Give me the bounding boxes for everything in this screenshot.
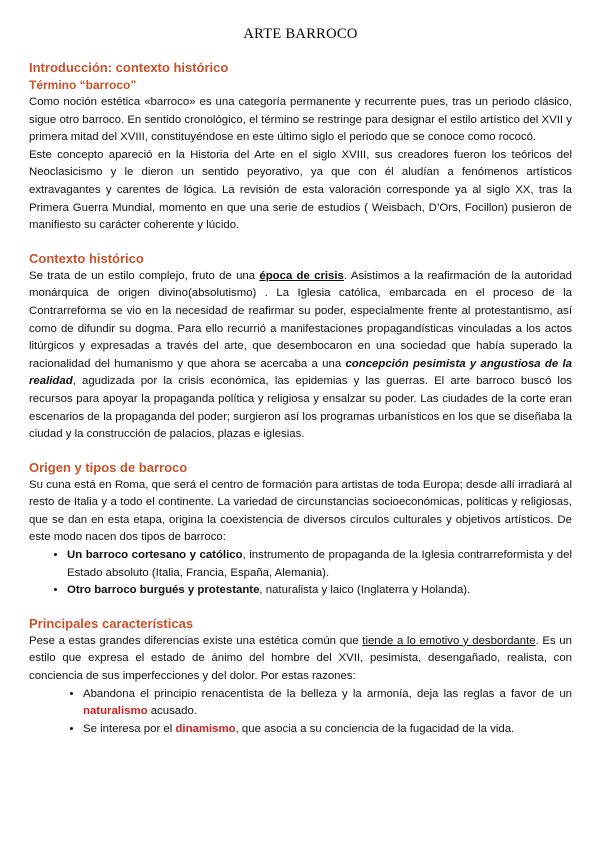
text-run: Se interesa por el bbox=[83, 722, 176, 735]
section-contexto bbox=[29, 250, 572, 444]
section-introduccion bbox=[29, 59, 572, 235]
list-tipos-barroco bbox=[29, 547, 572, 600]
list-item bbox=[83, 686, 572, 721]
section-heading-origen: Origen y tipos de barroco bbox=[29, 459, 188, 475]
emphasis-concepcion-pesimista: concepción pesimista y angustiosa de la realidad bbox=[29, 357, 572, 388]
text-run: , instrumento de propaganda de la Iglesia contrarreformista y del Estado absoluto (Italia, Francia, España, Alemania). bbox=[67, 549, 572, 579]
section-heading-contexto: Contexto histórico bbox=[29, 250, 144, 266]
list-item bbox=[67, 547, 572, 582]
subheading-termino-barroco: Término “barroco” bbox=[29, 78, 137, 92]
highlight-naturalismo: naturalismo bbox=[83, 705, 148, 718]
text-run: , naturalista y laico (Inglaterra y Holanda). bbox=[259, 584, 471, 597]
paragraph-contexto bbox=[29, 268, 572, 444]
list-item bbox=[67, 582, 572, 600]
bold-text: Otro barroco burgués y protestante bbox=[67, 584, 260, 597]
section-origen bbox=[29, 459, 572, 600]
list-caracteristicas bbox=[29, 686, 572, 739]
document-title: ARTE BARROCO bbox=[243, 26, 358, 42]
text-run: . Es un estilo que expresa el estado de ánimo del hombre del XVII, pesimista, desengañado, realista, con conciencia de sus imperfecciones y del dolor. Por estas razones: bbox=[29, 634, 572, 683]
list-item bbox=[83, 721, 572, 739]
paragraph-origen: Su cuna está en Roma, que será el centro de formación para artistas de toda Europa; desde allí irradiará al resto de Italia y a todo el continente. La variedad de circunstancias socioeconómicas, políticas y religiosas, que se dan en esta etapa, origina la coexistencia de diversos círculos culturales y objetivos artísticos. De este modo nacen dos tipos de barroco: bbox=[29, 478, 572, 544]
section-caracteristicas bbox=[29, 615, 572, 739]
section-heading-caracteristicas: Principales características bbox=[29, 615, 194, 631]
document-page bbox=[29, 26, 572, 738]
text-run: , que asocia a su conciencia de la fugacidad de la vida. bbox=[235, 722, 515, 735]
text-run: acusado. bbox=[147, 705, 197, 718]
bold-text: Un barroco cortesano y católico bbox=[67, 549, 243, 562]
text-run: , agudizada por la crisis económica, las epidemias y las guerras. El arte barroco buscó los recursos para apoyar la propaganda política y religiosa y ensalzar su poder. Las ciudades de la corte eran escenarios de la propaganda del poder; surgieron así los programas urbanísticos en los que se diseñaba la ciudad y la construcción de palacios, plazas e iglesias. bbox=[29, 375, 572, 441]
text-run: Pese a estas grandes diferencias existe una estética común que bbox=[29, 634, 363, 647]
section-heading-introduccion: Introducción: contexto histórico bbox=[29, 60, 229, 75]
text-run: . Asistimos a la reafirmación de la autoridad monárquica de origen divino(absolutismo) . La Iglesia católica, embarcada en el proceso de la Contrarreforma se vio en la necesidad de reafirmar su poder, especialmente frente al protestantismo, así como de difundir su dogma. Para ello recurrió a manifestaciones propagandísticas vinculadas a los actos litúrgicos y expresadas a través del arte, que desembocaron en una sociedad que había superado la racionalidad del humanismo y que ahora se acercaba a una bbox=[29, 269, 573, 370]
emphasis-emotivo: tiende a lo emotivo y desbordante bbox=[362, 634, 536, 647]
highlight-dinamismo: dinamismo bbox=[175, 722, 236, 735]
emphasis-epoca-crisis: época de crisis bbox=[259, 269, 344, 282]
text-run: Se trata de un estilo complejo, fruto de una bbox=[29, 269, 260, 282]
paragraph-intro-2: Este concepto apareció en la Historia del Arte en el siglo XVIII, sus creadores fueron los teóricos del Neoclasicismo y le dieron un sentido peyorativo, ya que con él aludían a fenómenos artísticos extravagantes y carentes de lógica. La revisión de esta valoración corresponde ya al siglo XX, tras la Primera Guerra Mundial, momento en que una serie de estudios ( Weisbach, D’Ors, Focillon) pusieron de manifiesto su carácter coherente y lúcido. bbox=[29, 148, 572, 232]
text-run: Abandona el principio renacentista de la belleza y la armonía, deja las reglas a favor de un bbox=[83, 687, 572, 700]
paragraph-intro-1: Como noción estética «barroco» es una categoría permanente y recurrente pues, tras un periodo clásico, sigue otro barroco. En sentido cronológico, el término se restringe para designar el estilo artístico del XVII y primera mitad del XVIII, constituyéndose en este último siglo el periodo que se conoce como rococó. bbox=[29, 96, 572, 144]
paragraph-caracteristicas bbox=[29, 633, 572, 686]
